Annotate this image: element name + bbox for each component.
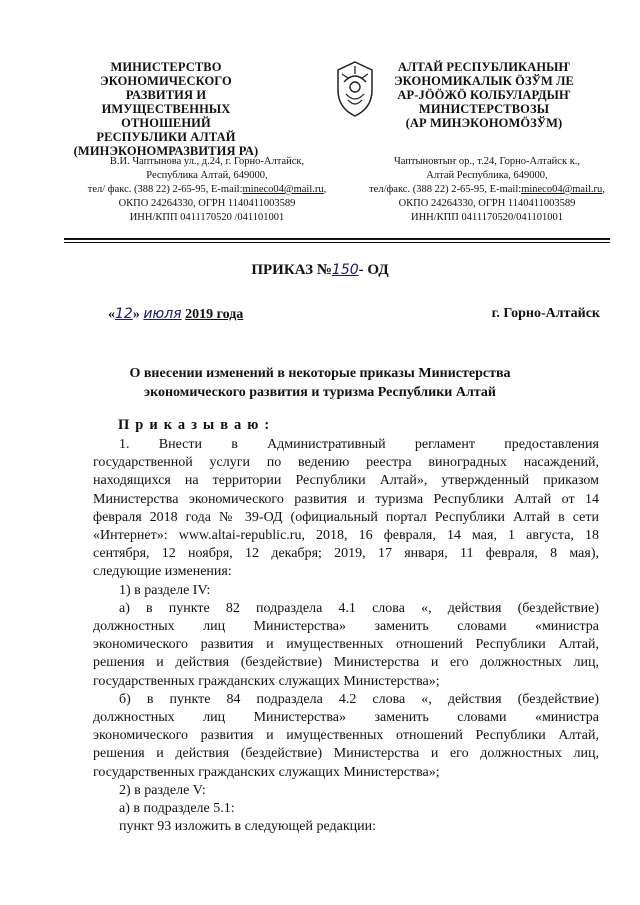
coat-of-arms-icon — [332, 60, 378, 118]
phone-line — [72, 183, 342, 197]
org-line: АР-JÖÖЖÖ КОЛБУЛАРДЫҤ — [397, 88, 571, 102]
org-line: АЛТАЙ РЕСПУБЛИКАНЫҤ — [397, 60, 571, 74]
org-line: ИМУЩЕСТВЕННЫХ ОТНОШЕНИЙ — [101, 102, 231, 130]
body-line: сентября, 12 ноября, 12 декабря; 2019, 17 января, 11 февраля, 8 мая), — [93, 546, 599, 562]
ministry-name-russian — [66, 60, 266, 158]
punct: , — [602, 184, 605, 195]
order-title — [0, 262, 640, 279]
letterhead — [70, 60, 574, 158]
org-line: (АР МИНЭКОНОМÖЗЎМ) — [405, 116, 563, 130]
order-title-prefix: ПРИКАЗ № — [251, 262, 332, 278]
phone-line — [352, 183, 622, 197]
prikazyvayu-heading: Приказываю: — [118, 417, 276, 433]
subject-line: экономического развития и туризма Республики Алтай — [144, 385, 496, 400]
body-line: а) в пункте 82 подраздела 4.1 слова «, действия (бездействие) — [119, 600, 599, 616]
quote-close: » — [132, 307, 140, 322]
ministry-name-altai — [374, 60, 594, 130]
phone-text: тел/ факс. (388 22) 2-65-95, E-mail: — [87, 184, 243, 195]
date-year: 2019 года — [185, 307, 244, 322]
body-line: решения и действия (бездействие) Министерства и его должностных лиц, — [93, 746, 599, 762]
body-line: находящихся на территории Республики Алтай», утвержденный приказом — [93, 473, 599, 489]
body-line: Министерства экономического развития и туризма Республики Алтай от 14 — [93, 491, 599, 507]
order-number-handwritten: 150 — [331, 262, 359, 278]
body-line: государственной услуги по ведению реестра виноградных насаждений, — [93, 455, 599, 471]
punct: , — [323, 184, 327, 195]
date-day-handwritten: 12 — [115, 306, 133, 322]
body-line: а) в подразделе 5.1: — [119, 801, 235, 817]
address-line: Республика Алтай, 649000, — [146, 170, 268, 181]
body-line: экономического развития и имущественных отношений Республики Алтай, — [93, 637, 599, 653]
tax-id-line: ИНН/КПП 0411170520/041101001 — [411, 212, 563, 223]
registry-line: ОКПО 24264330, ОГРН 1140411003589 — [398, 198, 576, 209]
order-body — [93, 436, 599, 836]
header-divider-thick — [64, 238, 610, 240]
body-line: государственных гражданских служащих Министерства»; — [93, 673, 440, 689]
org-line: ЭКОНОМИКАЛЫК ÖЗЎМ ЛЕ — [394, 74, 574, 88]
header-divider-thin — [64, 242, 610, 243]
body-line: должностных лиц Министерства» заменить словами «министра — [93, 619, 599, 635]
body-line: государственных гражданских служащих Министерства»; — [93, 764, 440, 780]
body-line: «Интернет»: www.altai-republic.ru, 2018, 16 февраля, 14 мая, 1 августа, 18 — [93, 528, 599, 544]
body-line: должностных лиц Министерства» заменить словами «министра — [93, 710, 599, 726]
tax-id-line: ИНН/КПП 0411170520 /041101001 — [129, 212, 285, 223]
quote-open: « — [108, 307, 115, 322]
org-line: РЕСПУБЛИКИ АЛТАЙ — [96, 130, 236, 144]
contacts-russian — [72, 155, 342, 225]
order-date — [108, 306, 243, 323]
contacts-altai — [352, 155, 622, 225]
body-line: 1. Внести в Административный регламент предоставления — [119, 437, 599, 452]
subject-line: О внесении изменений в некоторые приказы Министерства — [129, 366, 511, 381]
order-subject — [0, 364, 640, 402]
date-month-handwritten: июля — [143, 306, 182, 322]
phone-text: тел/факс. (388 22) 2-65-95, E-mail: — [369, 184, 522, 195]
order-city: г. Горно-Алтайск — [491, 306, 600, 321]
org-line: ЭКОНОМИЧЕСКОГО РАЗВИТИЯ И — [100, 74, 232, 102]
org-line: МИНИСТЕРСТВОЗЫ — [418, 102, 550, 116]
org-line: (МИНЭКОНОМРАЗВИТИЯ РА) — [73, 144, 259, 158]
order-title-suffix: - ОД — [358, 262, 389, 278]
body-line: пункт 93 изложить в следующей редакции: — [119, 819, 376, 835]
body-line: экономического развития и имущественных отношений Республики Алтай, — [93, 728, 599, 744]
body-line: следующие изменения: — [93, 564, 232, 580]
address-line: В.И. Чаптынова ул., д.24, г. Горно-Алтайск, — [109, 156, 305, 167]
body-line: решения и действия (бездействие) Министерства и его должностных лиц, — [93, 655, 599, 671]
registry-line: ОКПО 24264330, ОГРН 1140411003589 — [118, 198, 296, 209]
address-line: Алтай Республика, 649000, — [426, 170, 548, 181]
address-line: Чаптыновтыҥ ор., т.24, Горно-Алтайск к., — [393, 156, 581, 167]
email-link[interactable]: mineco04@mail.ru — [242, 184, 324, 195]
body-line: 2) в разделе V: — [119, 782, 206, 798]
body-line: б) в пункте 84 подраздела 4.2 слова «, действия (бездействие) — [119, 691, 599, 707]
body-line: февраля 2018 года № 39-ОД (официальный портал Республики Алтай в сети — [93, 509, 599, 525]
email-link[interactable]: mineco04@mail.ru — [521, 184, 603, 195]
org-line: МИНИСТЕРСТВО — [110, 60, 222, 74]
body-line: 1) в разделе IV: — [119, 582, 211, 598]
